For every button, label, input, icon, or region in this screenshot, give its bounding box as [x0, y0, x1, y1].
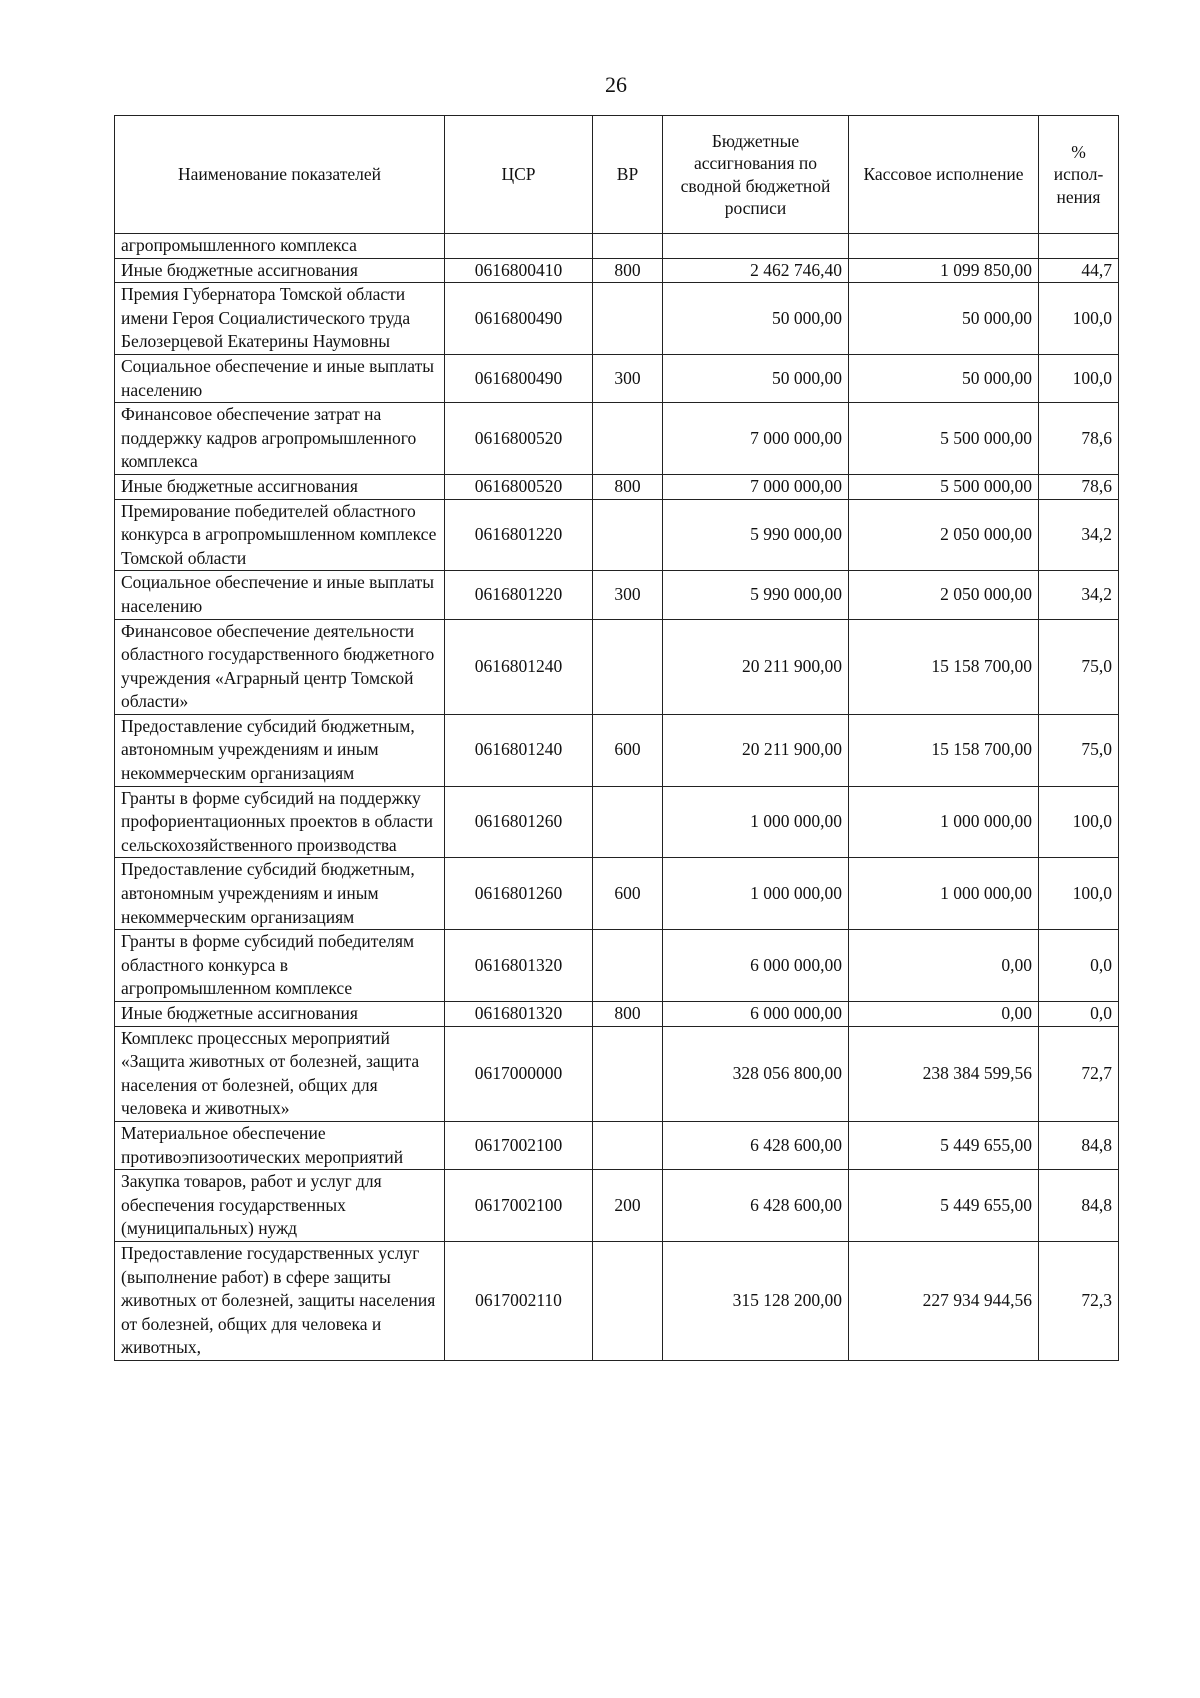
cell-pct: 44,7 — [1039, 258, 1119, 283]
cell-cash: 0,00 — [849, 1002, 1039, 1027]
cell-cash: 238 384 599,56 — [849, 1026, 1039, 1121]
cell-pct: 75,0 — [1039, 714, 1119, 786]
cell-alloc: 50 000,00 — [663, 283, 849, 355]
cell-pct: 84,8 — [1039, 1170, 1119, 1242]
cell-name: Материальное обеспечение противоэпизоотических мероприятий — [115, 1121, 445, 1169]
cell-cash: 1 099 850,00 — [849, 258, 1039, 283]
cell-name: Финансовое обеспечение затрат на поддержку кадров агропромышленного комплекса — [115, 403, 445, 475]
cell-alloc: 1 000 000,00 — [663, 858, 849, 930]
table-row — [115, 354, 1119, 402]
cell-vr — [593, 403, 663, 475]
table-row — [115, 474, 1119, 499]
cell-name: Социальное обеспечение и иные выплаты населению — [115, 354, 445, 402]
table-header-row — [115, 116, 1119, 234]
cell-name: Иные бюджетные ассигнования — [115, 474, 445, 499]
cell-alloc: 7 000 000,00 — [663, 474, 849, 499]
cell-vr — [593, 234, 663, 259]
cell-pct: 100,0 — [1039, 858, 1119, 930]
table-row — [115, 930, 1119, 1002]
cell-cash: 5 449 655,00 — [849, 1121, 1039, 1169]
cell-pct: 34,2 — [1039, 571, 1119, 619]
cell-csr: 0616801320 — [445, 930, 593, 1002]
cell-cash: 227 934 944,56 — [849, 1241, 1039, 1360]
cell-cash: 50 000,00 — [849, 354, 1039, 402]
cell-cash: 1 000 000,00 — [849, 858, 1039, 930]
cell-name: Предоставление субсидий бюджетным, автономным учреждениям и иным некоммерческим организациям — [115, 858, 445, 930]
cell-csr: 0617002100 — [445, 1170, 593, 1242]
cell-csr: 0616801260 — [445, 858, 593, 930]
header-pct: % испол-нения — [1039, 116, 1119, 234]
cell-cash: 15 158 700,00 — [849, 619, 1039, 714]
cell-csr: 0616801240 — [445, 714, 593, 786]
cell-name: Премия Губернатора Томской области имени Героя Социалистического труда Белозерцевой Екатерины Наумовны — [115, 283, 445, 355]
cell-alloc: 315 128 200,00 — [663, 1241, 849, 1360]
cell-csr — [445, 234, 593, 259]
cell-vr — [593, 283, 663, 355]
cell-name: Предоставление государственных услуг (выполнение работ) в сфере защиты животных от болезней, защиты населения от болезней, общих для человека и животных, — [115, 1241, 445, 1360]
cell-name: агропромышленного комплекса — [115, 234, 445, 259]
cell-csr: 0616800410 — [445, 258, 593, 283]
cell-name: Гранты в форме субсидий победителям областного конкурса в агропромышленном комплексе — [115, 930, 445, 1002]
cell-csr: 0616800520 — [445, 474, 593, 499]
cell-vr — [593, 786, 663, 858]
cell-cash: 50 000,00 — [849, 283, 1039, 355]
cell-alloc: 5 990 000,00 — [663, 571, 849, 619]
table-row — [115, 1002, 1119, 1027]
cell-pct: 100,0 — [1039, 354, 1119, 402]
cell-csr: 0616800490 — [445, 354, 593, 402]
cell-csr: 0616801220 — [445, 499, 593, 571]
header-alloc: Бюджетные ассигнования по сводной бюджетной росписи — [663, 116, 849, 234]
cell-pct: 72,3 — [1039, 1241, 1119, 1360]
cell-vr: 600 — [593, 714, 663, 786]
cell-cash: 0,00 — [849, 930, 1039, 1002]
table-row — [115, 499, 1119, 571]
cell-vr — [593, 619, 663, 714]
table-row — [115, 234, 1119, 259]
cell-alloc — [663, 234, 849, 259]
cell-name: Премирование победителей областного конкурса в агропромышленном комплексе Томской области — [115, 499, 445, 571]
table-row — [115, 858, 1119, 930]
budget-execution-table — [114, 115, 1119, 1361]
cell-vr — [593, 1026, 663, 1121]
cell-vr — [593, 1121, 663, 1169]
cell-csr: 0617002100 — [445, 1121, 593, 1169]
cell-pct: 100,0 — [1039, 283, 1119, 355]
cell-name: Гранты в форме субсидий на поддержку профориентационных проектов в области сельскохозяйственного производства — [115, 786, 445, 858]
cell-alloc: 50 000,00 — [663, 354, 849, 402]
cell-pct: 100,0 — [1039, 786, 1119, 858]
cell-csr: 0617002110 — [445, 1241, 593, 1360]
table-row — [115, 714, 1119, 786]
header-csr: ЦСР — [445, 116, 593, 234]
header-vr: ВР — [593, 116, 663, 234]
table-body — [115, 234, 1119, 1361]
cell-cash: 2 050 000,00 — [849, 499, 1039, 571]
cell-vr: 600 — [593, 858, 663, 930]
cell-cash: 15 158 700,00 — [849, 714, 1039, 786]
cell-cash: 5 449 655,00 — [849, 1170, 1039, 1242]
cell-alloc: 6 428 600,00 — [663, 1121, 849, 1169]
table-row — [115, 258, 1119, 283]
cell-pct: 34,2 — [1039, 499, 1119, 571]
cell-csr: 0617000000 — [445, 1026, 593, 1121]
cell-name: Социальное обеспечение и иные выплаты населению — [115, 571, 445, 619]
cell-pct: 78,6 — [1039, 403, 1119, 475]
table-row — [115, 403, 1119, 475]
cell-csr: 0616801240 — [445, 619, 593, 714]
cell-cash: 2 050 000,00 — [849, 571, 1039, 619]
table-row — [115, 283, 1119, 355]
table-row — [115, 619, 1119, 714]
cell-name: Комплекс процессных мероприятий «Защита животных от болезней, защита населения от болезней, общих для человека и животных» — [115, 1026, 445, 1121]
page-number: 26 — [605, 72, 627, 97]
cell-alloc: 6 428 600,00 — [663, 1170, 849, 1242]
table-row — [115, 1241, 1119, 1360]
cell-pct: 84,8 — [1039, 1121, 1119, 1169]
cell-alloc: 6 000 000,00 — [663, 1002, 849, 1027]
cell-vr — [593, 499, 663, 571]
cell-name: Финансовое обеспечение деятельности областного государственного бюджетного учреждения «Аграрный центр Томской области» — [115, 619, 445, 714]
cell-csr: 0616801260 — [445, 786, 593, 858]
cell-cash — [849, 234, 1039, 259]
cell-csr: 0616801220 — [445, 571, 593, 619]
cell-vr: 300 — [593, 354, 663, 402]
cell-cash: 5 500 000,00 — [849, 474, 1039, 499]
cell-pct — [1039, 234, 1119, 259]
cell-pct: 78,6 — [1039, 474, 1119, 499]
cell-vr: 800 — [593, 474, 663, 499]
cell-pct: 0,0 — [1039, 930, 1119, 1002]
cell-vr: 800 — [593, 1002, 663, 1027]
cell-name: Иные бюджетные ассигнования — [115, 1002, 445, 1027]
cell-alloc: 2 462 746,40 — [663, 258, 849, 283]
table-row — [115, 786, 1119, 858]
cell-pct: 0,0 — [1039, 1002, 1119, 1027]
header-cash: Кассовое исполнение — [849, 116, 1039, 234]
cell-cash: 5 500 000,00 — [849, 403, 1039, 475]
cell-alloc: 20 211 900,00 — [663, 619, 849, 714]
cell-vr: 800 — [593, 258, 663, 283]
cell-vr: 200 — [593, 1170, 663, 1242]
cell-alloc: 328 056 800,00 — [663, 1026, 849, 1121]
cell-alloc: 1 000 000,00 — [663, 786, 849, 858]
cell-alloc: 5 990 000,00 — [663, 499, 849, 571]
cell-pct: 72,7 — [1039, 1026, 1119, 1121]
cell-csr: 0616800490 — [445, 283, 593, 355]
cell-alloc: 20 211 900,00 — [663, 714, 849, 786]
table-row — [115, 1026, 1119, 1121]
cell-name: Закупка товаров, работ и услуг для обеспечения государственных (муниципальных) нужд — [115, 1170, 445, 1242]
cell-vr — [593, 930, 663, 1002]
cell-cash: 1 000 000,00 — [849, 786, 1039, 858]
table-row — [115, 1121, 1119, 1169]
table-row — [115, 1170, 1119, 1242]
header-name: Наименование показателей — [115, 116, 445, 234]
cell-pct: 75,0 — [1039, 619, 1119, 714]
table-row — [115, 571, 1119, 619]
cell-alloc: 6 000 000,00 — [663, 930, 849, 1002]
cell-csr: 0616801320 — [445, 1002, 593, 1027]
cell-vr: 300 — [593, 571, 663, 619]
cell-vr — [593, 1241, 663, 1360]
cell-csr: 0616800520 — [445, 403, 593, 475]
cell-alloc: 7 000 000,00 — [663, 403, 849, 475]
cell-name: Предоставление субсидий бюджетным, автономным учреждениям и иным некоммерческим организациям — [115, 714, 445, 786]
cell-name: Иные бюджетные ассигнования — [115, 258, 445, 283]
